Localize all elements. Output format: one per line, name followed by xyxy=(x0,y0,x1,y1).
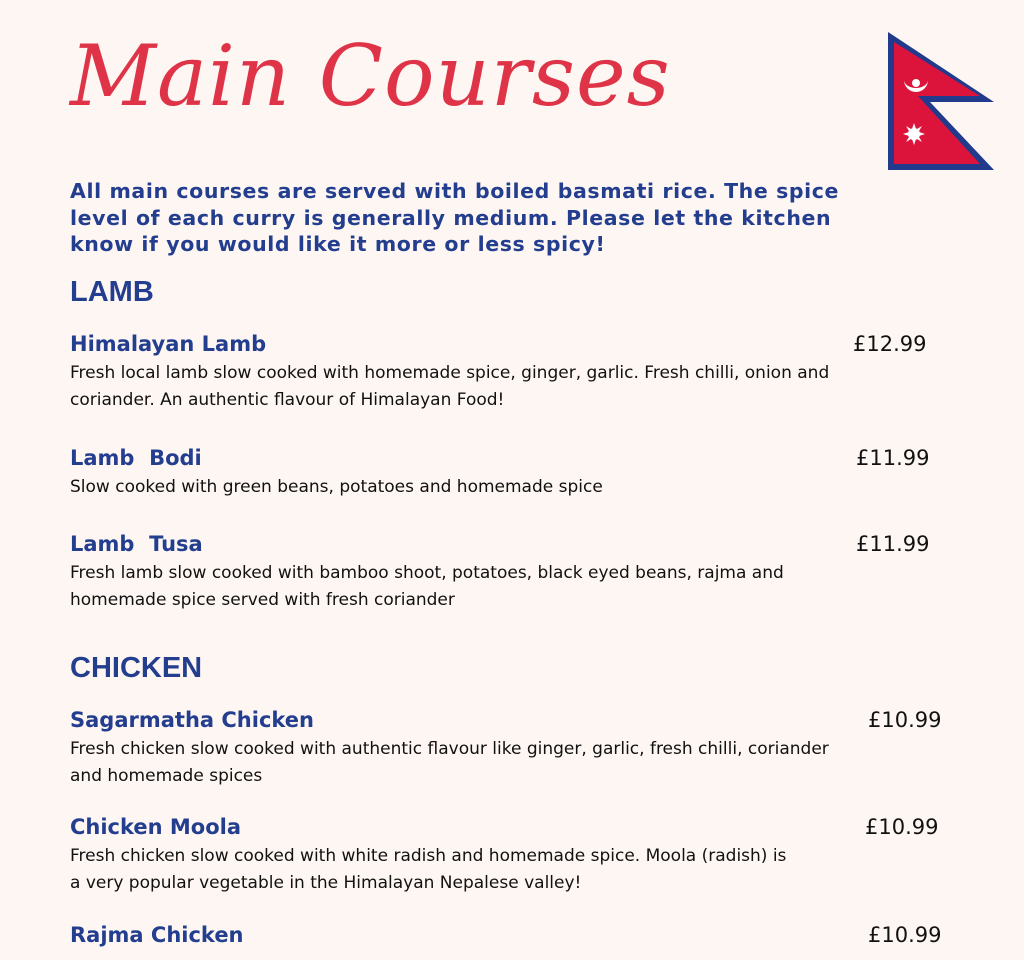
menu-item-price: £11.99 xyxy=(856,446,930,470)
menu-item-name: Himalayan Lamb xyxy=(70,332,267,356)
menu-item-name: Lamb Bodi xyxy=(70,446,202,470)
menu-item-price: £12.99 xyxy=(853,332,927,356)
menu-item-name: Chicken Moola xyxy=(70,815,242,839)
menu-item-description: Fresh chicken slow cooked with white radish and homemade spice. Moola (radish) is a very popular vegetable in the Himalayan Nepalese valley! xyxy=(70,846,787,893)
menu-item-name: Rajma Chicken xyxy=(70,923,244,947)
section-heading-lamb: LAMB xyxy=(70,276,154,308)
menu-item-price: £10.99 xyxy=(868,923,942,947)
menu-item-name: Sagarmatha Chicken xyxy=(70,708,314,732)
menu-item-price: £10.99 xyxy=(868,708,942,732)
intro-text: All main courses are served with boiled basmati rice. The spice level of each curry is generally medium. Please let the kitchen know if you would like it more or less spicy! xyxy=(70,179,840,256)
menu-item-description: Fresh chicken slow cooked with authentic flavour like ginger, garlic, fresh chilli, coriander and homemade spices xyxy=(70,739,829,786)
page-title: Main Courses xyxy=(70,27,671,125)
menu-item-price: £11.99 xyxy=(856,532,930,556)
menu-item-price: £10.99 xyxy=(865,815,939,839)
section-heading-chicken: CHICKEN xyxy=(70,652,203,684)
menu-item-description: Fresh lamb slow cooked with bamboo shoot, potatoes, black eyed beans, rajma and homemade spice served with fresh coriander xyxy=(70,563,784,610)
menu-item-description: Fresh local lamb slow cooked with homemade spice, ginger, garlic. Fresh chilli, onion and coriander. An authentic flavour of Himalayan Food! xyxy=(70,363,830,410)
menu-item-description: Slow cooked with green beans, potatoes and homemade spice xyxy=(70,477,603,497)
nepal-flag-icon xyxy=(886,30,996,172)
menu-item-name: Lamb Tusa xyxy=(70,532,203,556)
